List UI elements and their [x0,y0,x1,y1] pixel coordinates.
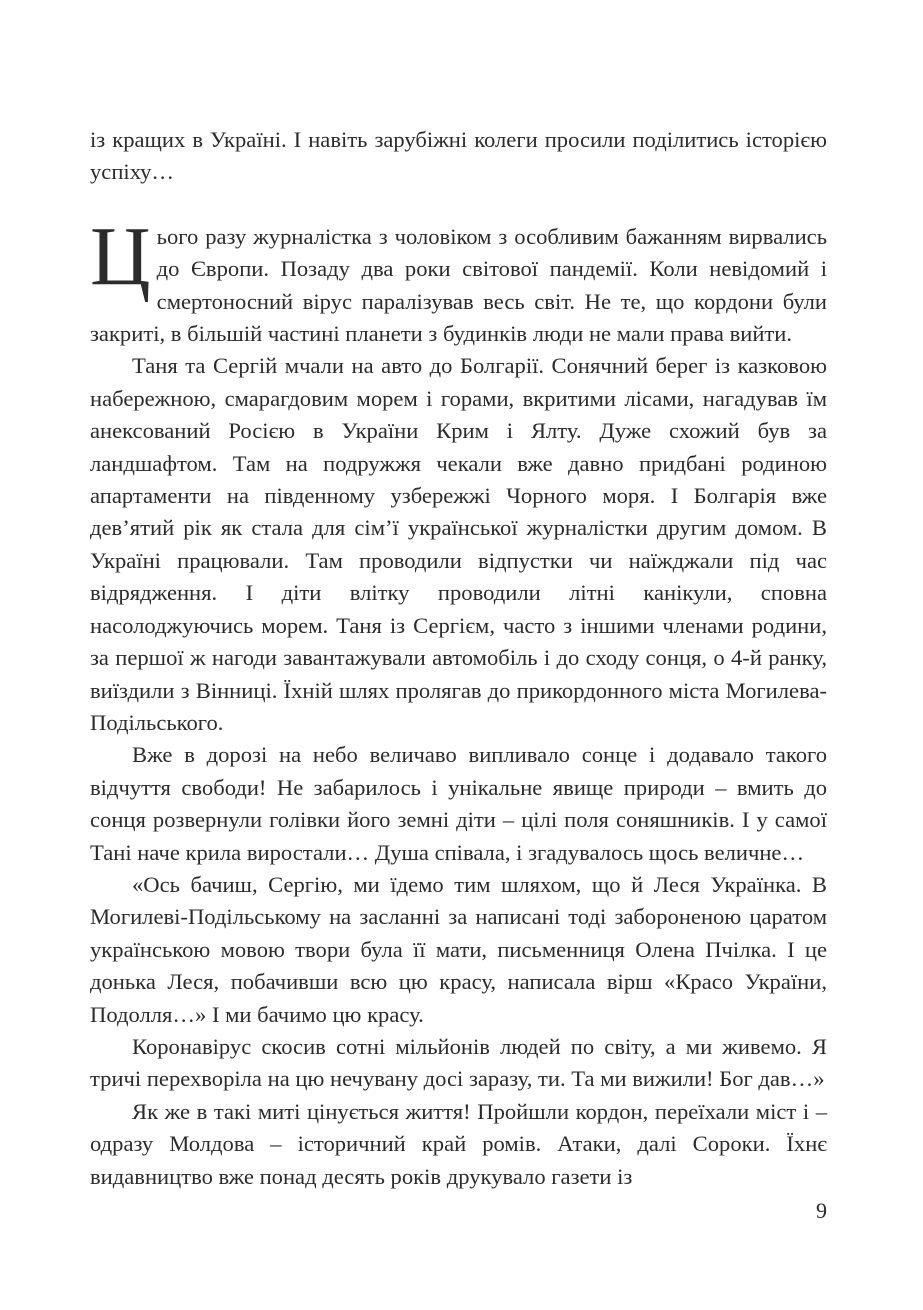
paragraph: Вже в дорозі на небо величаво випливало сонце і додавало такого відчуття свободи! Не забарилось і унікальне явище природи – вмить до сонця розвернули голівки його земні діти – цілі поля соняшників. І у самої Тані наче крила виростали… Душа співала, і згадувалось щось величне… [90,742,827,865]
paragraph: «Ось бачиш, Сергію, ми їдемо тим шляхом, що й Леся Українка. В Могилеві-Подільському на засланні за написані тоді забороненою царатом українською мовою твори була її мати, письменниця Олена Пчілка. І це донька Леся, побачивши всю цю красу, написала вірш «Красо України, Подолля…» І ми бачимо цю красу. [90,871,827,1027]
section-opening-paragraph [90,209,827,351]
drop-cap-letter: Ц [90,209,151,303]
paragraph: Коронавірус скосив сотні мільйонів людей по світу, а ми живемо. Я тричі перехворіла на цю нечувану досі заразу, ти. Та ми вижили! Бог дав…» [90,1033,827,1092]
page-number: 9 [816,1198,827,1223]
continued-paragraph: із кращих в Україні. І навіть зарубіжні колеги просили поділитись історією успіху… [90,127,827,185]
body-text [90,124,827,1193]
paragraph: Як же в такі миті цінується життя! Пройшли кордон, переїхали міст і – одразу Молдова – історичний край ромів. Атаки, далі Сороки. Їхнє видавництво вже понад десять років друкувало газети із [90,1098,827,1189]
paragraph: Таня та Сергій мчали на авто до Болгарії. Сонячний берег із казковою набережною, смарагдовим морем і горами, вкритими лісами, нагадував їм анексований Росією в України Крим і Ялту. Дуже схожий був за ландшафтом. Там на подружжя чекали вже давно придбані родиною апартаменти на південному узбережжі Чорного моря. І Болгарія вже дев’ятий рік як стала для сім’ї української журналістки другим домом. В Україні працювали. Там проводили відпустки чи наїжджали під час відрядження. І діти влітку проводили літні канікули, сповна насолоджуючись морем. Таня із Сергієм, часто з іншими членами родини, за першої ж нагоди завантажували автомобіль і до сходу сонця, о 4-й ранку, виїздили з Вінниці. Їхній шлях пролягав до прикордонного міста Могилева-Подільського. [90,353,827,735]
section-opening-text: ього разу журналістка з чоловіком з особливим бажанням вирвались до Європи. Позаду два роки світової пандемії. Коли невідомий і смертоносний вірус паралізував весь світ. Не те, що кордони були закриті, в більшій частині планети з будинків люди не мали права вийти. [90,223,827,347]
